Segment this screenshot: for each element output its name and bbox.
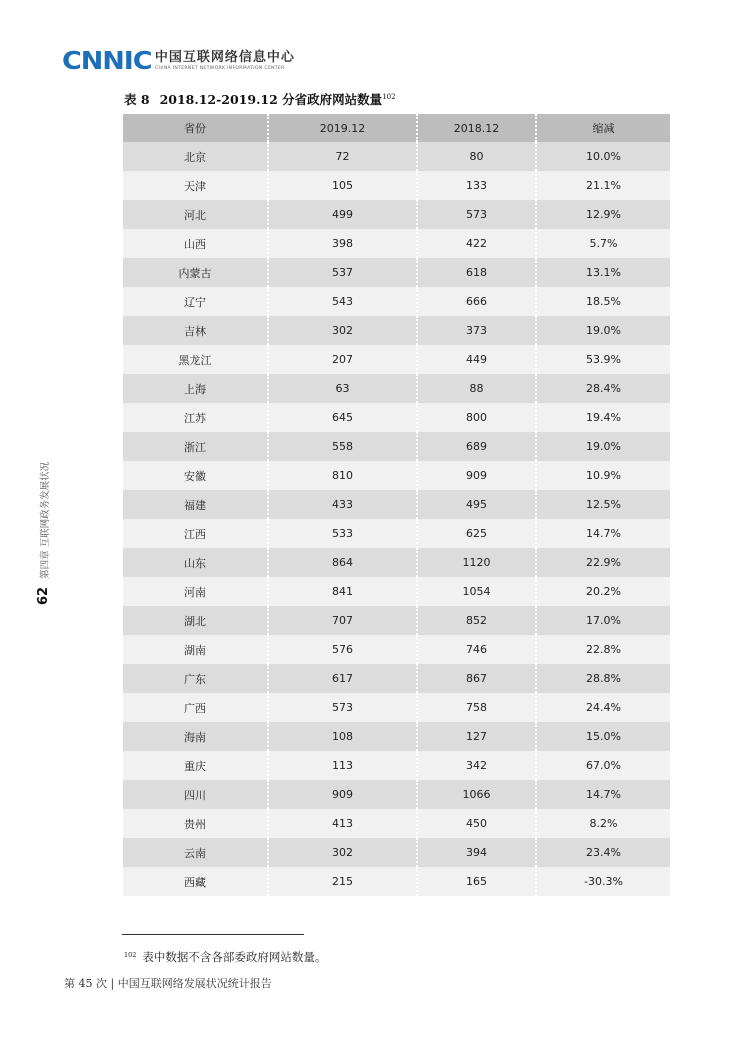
table-row	[123, 751, 670, 780]
footnote	[124, 949, 326, 965]
side-tab	[36, 462, 51, 605]
chapter-title: 第四章 互联网政务发展状况	[39, 461, 51, 579]
logo-text	[155, 50, 295, 72]
cell-province: 广西	[123, 693, 268, 722]
cell-2019: 810	[268, 461, 417, 490]
cell-2018: 625	[417, 519, 536, 548]
table-caption	[124, 90, 396, 108]
cell-2019: 707	[268, 606, 417, 635]
cell-reduction: 13.1%	[536, 258, 670, 287]
cell-province: 天津	[123, 171, 268, 200]
logo-chinese-name: 中国互联网络信息中心	[154, 50, 295, 65]
cell-2018: 422	[417, 229, 536, 258]
cell-province: 北京	[123, 142, 268, 171]
cell-2019: 537	[268, 258, 417, 287]
cell-province: 西藏	[123, 867, 268, 896]
footnote-reference: 102	[382, 93, 396, 101]
cell-2018: 852	[417, 606, 536, 635]
cell-reduction: 20.2%	[536, 577, 670, 606]
table-row	[123, 577, 670, 606]
footnote-number: 102	[124, 951, 137, 959]
cell-reduction: 5.7%	[536, 229, 670, 258]
cell-province: 四川	[123, 780, 268, 809]
table-row	[123, 345, 670, 374]
cell-2019: 207	[268, 345, 417, 374]
column-header-province: 省份	[123, 114, 268, 142]
cell-reduction: 19.4%	[536, 403, 670, 432]
table-body	[123, 142, 670, 896]
table-row	[123, 780, 670, 809]
cell-reduction: 22.8%	[536, 635, 670, 664]
cell-2019: 533	[268, 519, 417, 548]
cell-reduction: 19.0%	[536, 432, 670, 461]
cell-province: 湖南	[123, 635, 268, 664]
cell-2018: 1054	[417, 577, 536, 606]
cell-province: 云南	[123, 838, 268, 867]
table-row	[123, 403, 670, 432]
table-row	[123, 606, 670, 635]
cell-2019: 302	[268, 838, 417, 867]
cell-reduction: 15.0%	[536, 722, 670, 751]
cnnic-logo	[62, 48, 295, 74]
cell-2018: 573	[417, 200, 536, 229]
cell-2019: 576	[268, 635, 417, 664]
cell-province: 江西	[123, 519, 268, 548]
cell-2018: 373	[417, 316, 536, 345]
table-row	[123, 664, 670, 693]
cell-2018: 88	[417, 374, 536, 403]
table-row	[123, 142, 670, 171]
cell-reduction: 10.9%	[536, 461, 670, 490]
cell-province: 安徽	[123, 461, 268, 490]
cell-reduction: 19.0%	[536, 316, 670, 345]
table-row	[123, 229, 670, 258]
cell-2018: 133	[417, 171, 536, 200]
table-row	[123, 200, 670, 229]
cell-2019: 499	[268, 200, 417, 229]
cell-reduction: 17.0%	[536, 606, 670, 635]
footnote-divider	[122, 934, 304, 935]
page-footer: 第 45 次 | 中国互联网络发展状况统计报告	[64, 977, 272, 990]
cell-2018: 165	[417, 867, 536, 896]
cell-2018: 909	[417, 461, 536, 490]
cell-2018: 342	[417, 751, 536, 780]
cell-2019: 617	[268, 664, 417, 693]
table-row	[123, 635, 670, 664]
table-row	[123, 838, 670, 867]
cell-2019: 543	[268, 287, 417, 316]
cell-2019: 558	[268, 432, 417, 461]
cell-province: 江苏	[123, 403, 268, 432]
cell-province: 吉林	[123, 316, 268, 345]
footnote-text: 表中数据不含各部委政府网站数量。	[142, 950, 327, 964]
cell-reduction: 67.0%	[536, 751, 670, 780]
cell-2018: 618	[417, 258, 536, 287]
cell-reduction: -30.3%	[536, 867, 670, 896]
cell-2019: 841	[268, 577, 417, 606]
cell-province: 河南	[123, 577, 268, 606]
cell-reduction: 53.9%	[536, 345, 670, 374]
cell-reduction: 24.4%	[536, 693, 670, 722]
cell-2018: 80	[417, 142, 536, 171]
cell-2019: 215	[268, 867, 417, 896]
cell-2018: 394	[417, 838, 536, 867]
cell-2019: 398	[268, 229, 417, 258]
cell-2018: 800	[417, 403, 536, 432]
government-websites-table	[123, 114, 670, 896]
cell-2019: 63	[268, 374, 417, 403]
cell-2019: 413	[268, 809, 417, 838]
cell-2018: 758	[417, 693, 536, 722]
cell-province: 广东	[123, 664, 268, 693]
cell-province: 重庆	[123, 751, 268, 780]
page-number: 62	[36, 586, 51, 605]
cell-reduction: 10.0%	[536, 142, 670, 171]
cell-province: 福建	[123, 490, 268, 519]
table-row	[123, 490, 670, 519]
cell-province: 山东	[123, 548, 268, 577]
table-row	[123, 374, 670, 403]
table-title: 2018.12-2019.12 分省政府网站数量	[159, 92, 383, 107]
cell-province: 上海	[123, 374, 268, 403]
cell-reduction: 14.7%	[536, 519, 670, 548]
table-header	[123, 114, 670, 142]
cell-2019: 72	[268, 142, 417, 171]
cell-2018: 867	[417, 664, 536, 693]
cell-province: 山西	[123, 229, 268, 258]
cell-reduction: 23.4%	[536, 838, 670, 867]
cell-2018: 746	[417, 635, 536, 664]
logo-mark: CNNIC	[62, 46, 152, 75]
column-header-2018: 2018.12	[417, 114, 536, 142]
column-header-reduction: 缩减	[536, 114, 670, 142]
table-row	[123, 867, 670, 896]
cell-2019: 864	[268, 548, 417, 577]
cell-province: 贵州	[123, 809, 268, 838]
cell-2019: 108	[268, 722, 417, 751]
cell-2018: 449	[417, 345, 536, 374]
cell-2018: 689	[417, 432, 536, 461]
cell-2019: 433	[268, 490, 417, 519]
side-margin	[14, 455, 54, 615]
table-row	[123, 287, 670, 316]
cell-reduction: 28.8%	[536, 664, 670, 693]
table-row	[123, 316, 670, 345]
cell-reduction: 14.7%	[536, 780, 670, 809]
cell-2019: 909	[268, 780, 417, 809]
cell-2019: 113	[268, 751, 417, 780]
cell-reduction: 8.2%	[536, 809, 670, 838]
cell-province: 辽宁	[123, 287, 268, 316]
table-row	[123, 258, 670, 287]
table-row	[123, 461, 670, 490]
cell-province: 浙江	[123, 432, 268, 461]
table-row	[123, 809, 670, 838]
cell-2018: 450	[417, 809, 536, 838]
table-row	[123, 519, 670, 548]
cell-province: 湖北	[123, 606, 268, 635]
table-row	[123, 171, 670, 200]
cell-2018: 1066	[417, 780, 536, 809]
cell-reduction: 18.5%	[536, 287, 670, 316]
cell-province: 河北	[123, 200, 268, 229]
cell-province: 内蒙古	[123, 258, 268, 287]
cell-reduction: 21.1%	[536, 171, 670, 200]
cell-2018: 666	[417, 287, 536, 316]
column-header-2019: 2019.12	[268, 114, 417, 142]
table-row	[123, 548, 670, 577]
cell-2019: 302	[268, 316, 417, 345]
cell-reduction: 28.4%	[536, 374, 670, 403]
table-row	[123, 722, 670, 751]
table-row	[123, 432, 670, 461]
logo-english-name: CHINA INTERNET NETWORK INFORMATION CENTER	[154, 66, 285, 71]
cell-reduction: 12.9%	[536, 200, 670, 229]
cell-2019: 105	[268, 171, 417, 200]
cell-2019: 645	[268, 403, 417, 432]
cell-reduction: 22.9%	[536, 548, 670, 577]
cell-2019: 573	[268, 693, 417, 722]
cell-2018: 127	[417, 722, 536, 751]
cell-province: 黑龙江	[123, 345, 268, 374]
cell-reduction: 12.5%	[536, 490, 670, 519]
cell-2018: 495	[417, 490, 536, 519]
table-label: 表 8	[124, 92, 150, 107]
cell-province: 海南	[123, 722, 268, 751]
header-row	[123, 114, 670, 142]
cell-2018: 1120	[417, 548, 536, 577]
table-row	[123, 693, 670, 722]
